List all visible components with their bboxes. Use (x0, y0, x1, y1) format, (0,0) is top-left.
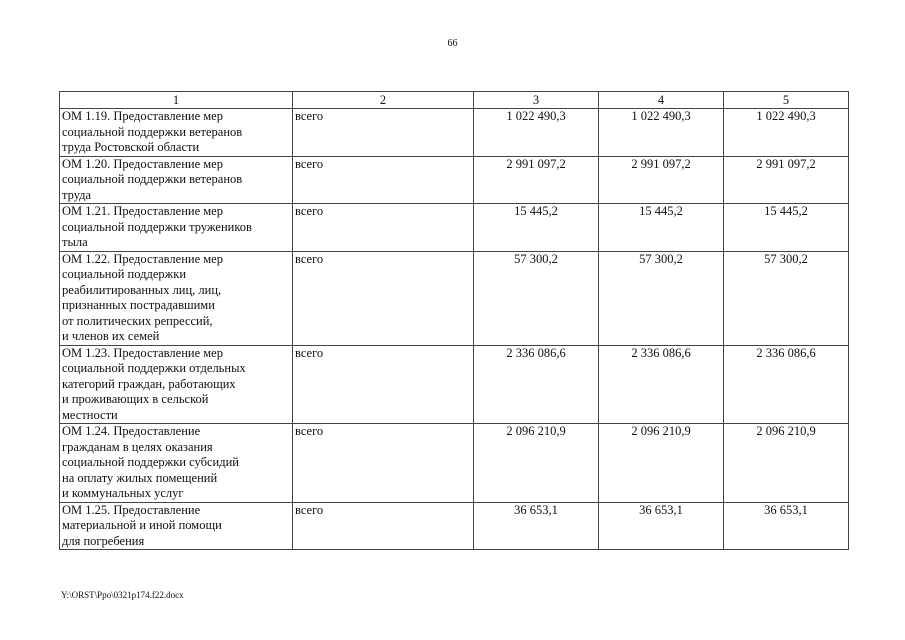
value-col4-cell: 36 653,1 (599, 502, 724, 550)
value-col3-cell: 2 336 086,6 (474, 345, 599, 424)
funding-kind-cell: всего (293, 251, 474, 345)
value-col4-cell: 15 445,2 (599, 204, 724, 252)
value-col5-cell: 2 336 086,6 (724, 345, 849, 424)
table-row (60, 156, 849, 204)
value-col5-cell: 57 300,2 (724, 251, 849, 345)
column-header-1: 1 (60, 92, 293, 109)
table-row (60, 109, 849, 157)
funding-kind-cell: всего (293, 109, 474, 157)
table-header-row (60, 92, 849, 109)
value-col5-cell: 15 445,2 (724, 204, 849, 252)
value-col4-cell: 2 096 210,9 (599, 424, 724, 503)
value-col4-cell: 2 991 097,2 (599, 156, 724, 204)
measure-name-cell: ОМ 1.20. Предоставление мер социальной поддержки ветеранов труда (60, 156, 293, 204)
measure-name-cell: ОМ 1.19. Предоставление мер социальной поддержки ветеранов труда Ростовской области (60, 109, 293, 157)
measure-name-cell: ОМ 1.22. Предоставление мер социальной поддержки реабилитированных лиц, лиц, признанных пострадавшими от политических репрессий, и членов их семей (60, 251, 293, 345)
table-row (60, 251, 849, 345)
value-col5-cell: 36 653,1 (724, 502, 849, 550)
funding-kind-cell: всего (293, 502, 474, 550)
funding-kind-cell: всего (293, 204, 474, 252)
funding-kind-cell: всего (293, 424, 474, 503)
value-col3-cell: 57 300,2 (474, 251, 599, 345)
value-col3-cell: 1 022 490,3 (474, 109, 599, 157)
document-file-path: Y:\ORST\Ppo\0321p174.f22.docx (61, 590, 184, 600)
value-col5-cell: 1 022 490,3 (724, 109, 849, 157)
budget-table (59, 91, 849, 550)
value-col5-cell: 2 096 210,9 (724, 424, 849, 503)
column-header-2: 2 (293, 92, 474, 109)
table-row (60, 345, 849, 424)
funding-kind-cell: всего (293, 345, 474, 424)
measure-name-cell: ОМ 1.24. Предоставление гражданам в целях оказания социальной поддержки субсидий на оплату жилых помещений и коммунальных услуг (60, 424, 293, 503)
measure-name-cell: ОМ 1.21. Предоставление мер социальной поддержки тружеников тыла (60, 204, 293, 252)
table-row (60, 502, 849, 550)
value-col4-cell: 2 336 086,6 (599, 345, 724, 424)
column-header-4: 4 (599, 92, 724, 109)
table-row (60, 424, 849, 503)
column-header-5: 5 (724, 92, 849, 109)
table-row (60, 204, 849, 252)
value-col4-cell: 1 022 490,3 (599, 109, 724, 157)
page-number: 66 (447, 38, 458, 49)
value-col5-cell: 2 991 097,2 (724, 156, 849, 204)
measure-name-cell: ОМ 1.25. Предоставление материальной и иной помощи для погребения (60, 502, 293, 550)
measure-name-cell: ОМ 1.23. Предоставление мер социальной поддержки отдельных категорий граждан, работающих и проживающих в сельской местности (60, 345, 293, 424)
funding-kind-cell: всего (293, 156, 474, 204)
value-col3-cell: 15 445,2 (474, 204, 599, 252)
value-col4-cell: 57 300,2 (599, 251, 724, 345)
column-header-3: 3 (474, 92, 599, 109)
value-col3-cell: 2 096 210,9 (474, 424, 599, 503)
value-col3-cell: 2 991 097,2 (474, 156, 599, 204)
value-col3-cell: 36 653,1 (474, 502, 599, 550)
